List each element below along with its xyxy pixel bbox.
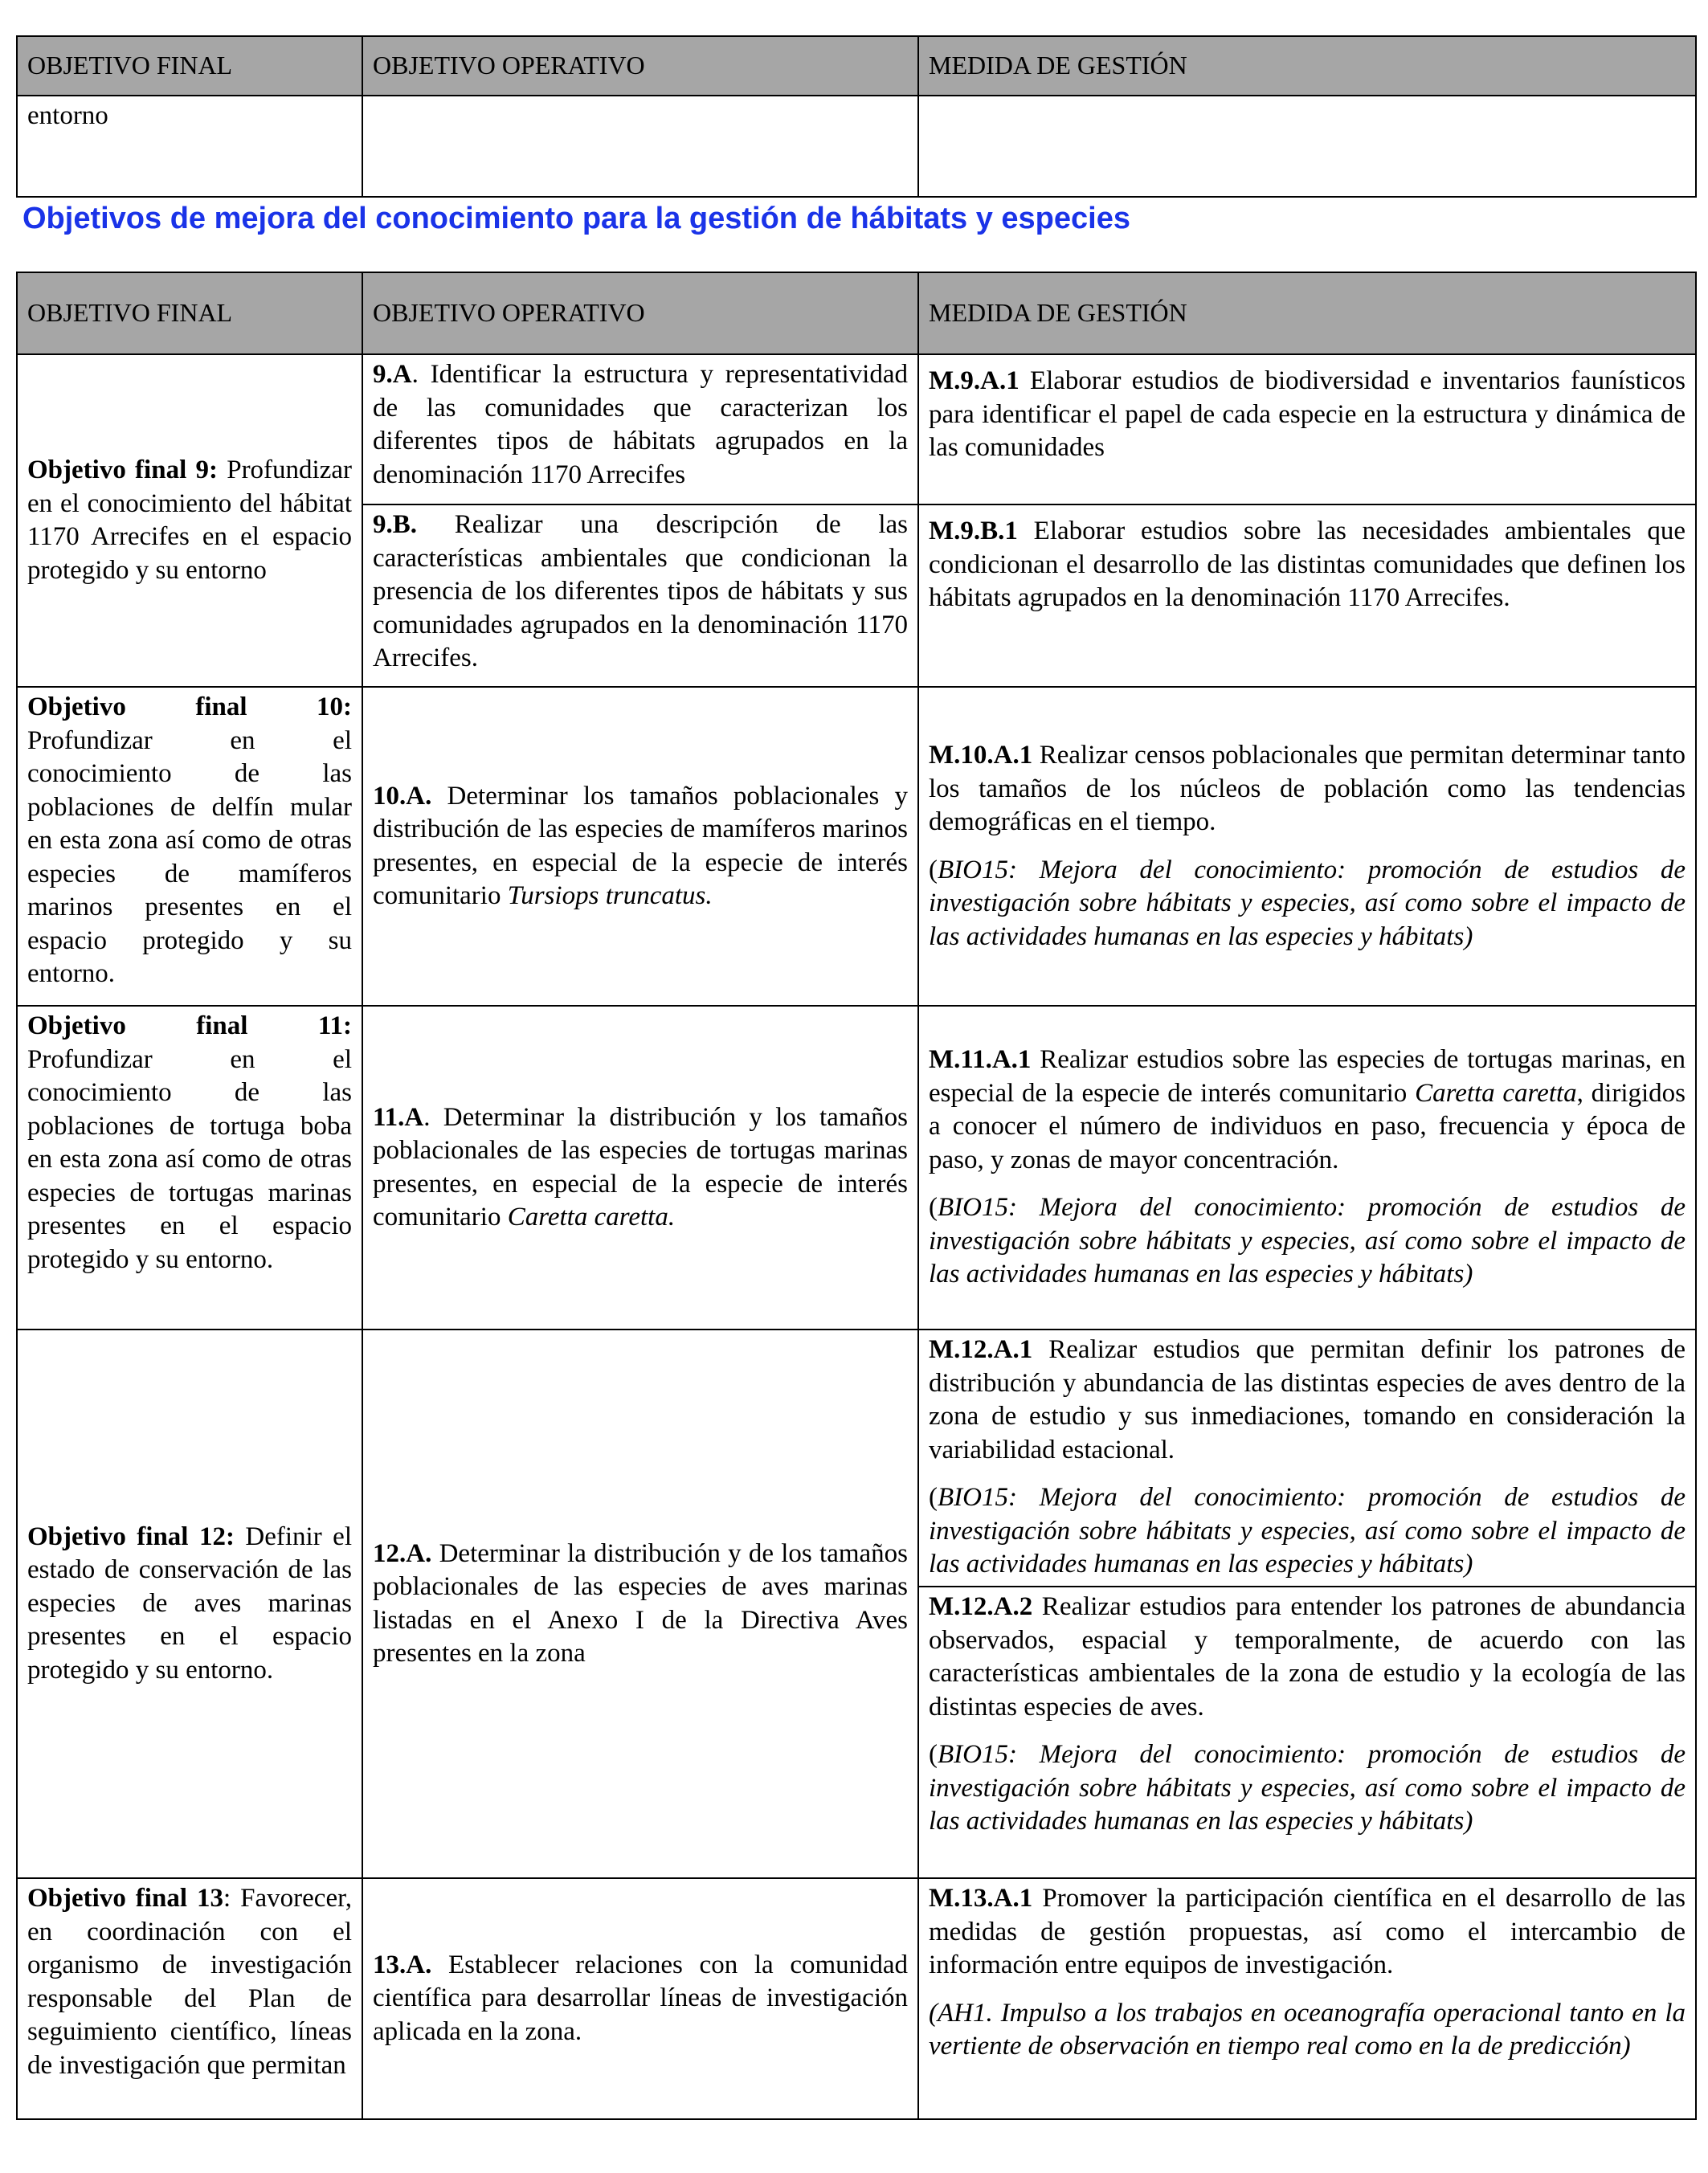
obj11a-species: Caretta caretta. <box>507 1203 676 1232</box>
cell-obj9b-medida <box>918 504 1696 687</box>
table-row-obj11 <box>17 1006 1696 1330</box>
obj10-final-text: Profundizar en el conocimiento de las poblaciones de delfín mular en esta zona así como de otras especies de mamíferos marinos presentes en el espacio protegido y su entorno. <box>27 725 352 988</box>
m10a1-note: (BIO15: Mejora del conocimiento: promoción de estudios de investigación sobre hábitats y especies, así como sobre el impacto de las actividades humanas en las especies y hábitats) <box>929 855 1686 951</box>
cell-obj9-final <box>17 354 362 687</box>
obj12-final-text: Definir el estado de conservación de las especies de aves marinas presentes en el espacio protegido y su entorno. <box>27 1522 352 1685</box>
cell-obj12-final <box>17 1330 362 1878</box>
obj12a-text: Determinar la distribución y de los tamaños poblacionales de las especies de aves marinas listadas en el Anexo I de la Directiva Aves presentes en la zona <box>373 1538 908 1668</box>
m12a2-note: (BIO15: Mejora del conocimiento: promoción de estudios de investigación sobre hábitats y especies, así como sobre el impacto de las actividades humanas en las especies y hábitats) <box>929 1740 1686 1836</box>
m12a1-block: M.12.A.1 Realizar estudios que permitan definir los patrones de distribución y abundancia de las distintas especies de aves dentro de la zona de estudio y sus inmediaciones, tomando en consideración la variabilidad estacional. (BIO15: Mejora del conocimiento: promoción de estudios de investigación sobre hábitats y especies, así como sobre el impacto de las actividades humanas en las especies y hábitats) <box>919 1330 1695 1586</box>
m10a1-paragraph <box>929 739 1686 839</box>
section-title: Objetivos de mejora del conocimiento para la gestión de hábitats y especies <box>22 202 1130 235</box>
m11a1-note: (BIO15: Mejora del conocimiento: promoción de estudios de investigación sobre hábitats y especies, así como sobre el impacto de las actividades humanas en las especies y hábitats) <box>929 1193 1686 1289</box>
header-objetivo-operativo: OBJETIVO OPERATIVO <box>362 36 918 96</box>
obj11a-text: . Determinar la distribución y los tamaños poblacionales de las especies de tortugas marinas presentes, en especial de la especie de interés comunitario <box>373 1102 908 1232</box>
table-row-obj10 <box>17 687 1696 1006</box>
obj11-final-label: Objetivo final 11: <box>27 1011 352 1040</box>
obj11a-code: 11.A <box>373 1102 424 1132</box>
obj10a-species: Tursiops truncatus. <box>507 881 713 910</box>
cell-obj12-operativo <box>362 1330 918 1878</box>
obj12-final-label: Objetivo final 12: <box>27 1522 235 1551</box>
m10a1-text: Realizar censos poblacionales que permitan determinar tanto los tamaños de los núcleos de población como las tendencias demográficas en el tiempo. <box>929 741 1686 836</box>
cell-obj13-operativo <box>362 1878 918 2119</box>
m10a1-code: M.10.A.1 <box>929 741 1033 770</box>
header-medida-gestion: MEDIDA DE GESTIÓN <box>918 272 1696 354</box>
obj9-final-text: Profundizar en el conocimiento del hábitat 1170 Arrecifes en el espacio protegido y su entorno <box>27 455 353 585</box>
m11a1-paragraph: M.11.A.1 Realizar estudios sobre las especies de tortugas marinas, en especial de la especie de interés comunitario Caretta caretta, dirigidos a conocer el número de individuos en paso, frecuencia y época de paso, y zonas de mayor concentración. <box>929 1045 1686 1174</box>
obj9b-text: Realizar una descripción de las características ambientales que condicionan la presencia de los diferentes tipos de hábitats y sus comunidades agrupados en la denominación 1170 Arrecifes. <box>373 510 908 672</box>
obj10a-text: Determinar los tamaños poblacionales y distribución de las especies de mamíferos marinos presentes, en especial de la especie de interés comunitario <box>373 781 908 910</box>
cell-obj11-operativo <box>362 1006 918 1330</box>
obj9a-code: 9.A <box>373 360 412 389</box>
cell-empty <box>362 96 918 197</box>
m13a1-paragraph: M.13.A.1 Promover la participación científica en el desarrollo de las medidas de gestión propuestas, así como el intercambio de información entre equipos de investigación. <box>929 1884 1686 1979</box>
obj9-final-label: Objetivo final 9: <box>27 455 218 484</box>
m12a2-code: M.12.A.2 <box>929 1592 1033 1621</box>
table-row <box>17 96 1696 197</box>
cell-obj13-final: Objetivo final 13: Favorecer, en coordinación con el organismo de investigación responsable del Plan de seguimiento científico, líneas de investigación que permitan <box>17 1878 362 2119</box>
main-table-header-row <box>17 272 1696 354</box>
cell-obj9a-operativo <box>362 354 918 504</box>
cell-obj9b-operativo <box>362 504 918 687</box>
m13a1-code: M.13.A.1 <box>929 1884 1033 1913</box>
cell-final-continuation: entorno <box>17 96 362 197</box>
obj11-final-text: Profundizar en el conocimiento de las poblaciones de tortuga boba en esta zona así como de otras especies de tortugas marinas presentes en el espacio protegido y su entorno. <box>27 1044 352 1274</box>
m9b1-text: Elaborar estudios sobre las necesidades ambientales que condicionan el desarrollo de las distintas comunidades que definen los hábitats agrupados en la denominación 1170 Arrecifes. <box>929 517 1686 612</box>
m9a1-code: M.9.A.1 <box>929 366 1019 395</box>
cell-obj9a-medida <box>918 354 1696 504</box>
obj13a-text: Establecer relaciones con la comunidad científica para desarrollar líneas de investigación aplicada en la zona. <box>373 1950 908 2046</box>
m12a2-block: M.12.A.2 Realizar estudios para entender los patrones de abundancia observados, espacial y temporalmente, de acuerdo con las características ambientales de la zona de estudio y la ecología de las distintas especies de aves. (BIO15: Mejora del conocimiento: promoción de estudios de investigación sobre hábitats y especies, así como sobre el impacto de las actividades humanas en las especies y hábitats) <box>919 1586 1695 1842</box>
top-table-header-row <box>17 36 1696 96</box>
cell-obj11-final <box>17 1006 362 1330</box>
cell-obj12-medidas <box>918 1330 1696 1878</box>
document-page <box>16 35 1695 2120</box>
obj10-final-label: Objetivo final 10: <box>27 692 352 721</box>
obj9b-code: 9.B. <box>373 510 418 539</box>
cell-obj11-medida <box>918 1006 1696 1330</box>
obj13a-code: 13.A. <box>373 1950 432 1979</box>
table-row-obj12 <box>17 1330 1696 1878</box>
cell-empty <box>918 96 1696 197</box>
m9a1-text: Elaborar estudios de biodiversidad e inventarios faunísticos para identificar el papel de cada especie en la estructura y dinámica de las comunidades <box>929 366 1686 462</box>
obj10a-code: 10.A. <box>373 781 432 811</box>
header-objetivo-operativo: OBJETIVO OPERATIVO <box>362 272 918 354</box>
m12a1-note: (BIO15: Mejora del conocimiento: promoción de estudios de investigación sobre hábitats y especies, así como sobre el impacto de las actividades humanas en las especies y hábitats) <box>929 1483 1686 1579</box>
cell-obj10-final <box>17 687 362 1006</box>
obj12a-code: 12.A. <box>373 1538 432 1568</box>
table-row-obj9a <box>17 354 1696 504</box>
header-medida-gestion: MEDIDA DE GESTIÓN <box>918 36 1696 96</box>
table-row-obj13 <box>17 1878 1696 2119</box>
header-objetivo-final: OBJETIVO FINAL <box>17 36 362 96</box>
obj13-final-label: Objetivo final 13 <box>27 1884 223 1913</box>
m13a1-note: (AH1. Impulso a los trabajos en oceanografía operacional tanto en la vertiente de observación en tiempo real como en la de predicción) <box>929 1998 1686 2061</box>
main-table <box>16 272 1697 2120</box>
cell-obj13-medida <box>918 1878 1696 2119</box>
m12a1-code: M.12.A.1 <box>929 1335 1033 1364</box>
obj13-final-text: Favorecer, en coordinación con el organismo de investigación responsable del Plan de seguimiento científico, líneas de investigación que permitan <box>27 1884 353 2080</box>
header-objetivo-final: OBJETIVO FINAL <box>17 272 362 354</box>
cell-obj10-medida <box>918 687 1696 1006</box>
m11a1-code: M.11.A.1 <box>929 1045 1032 1075</box>
obj9a-text: . Identificar la estructura y representatividad de las comunidades que caracterizan los diferentes tipos de hábitats agrupados en la denominación 1170 Arrecifes <box>373 360 908 489</box>
m9b1-code: M.9.B.1 <box>929 517 1018 545</box>
cell-obj10-operativo <box>362 687 918 1006</box>
top-table <box>16 35 1697 198</box>
